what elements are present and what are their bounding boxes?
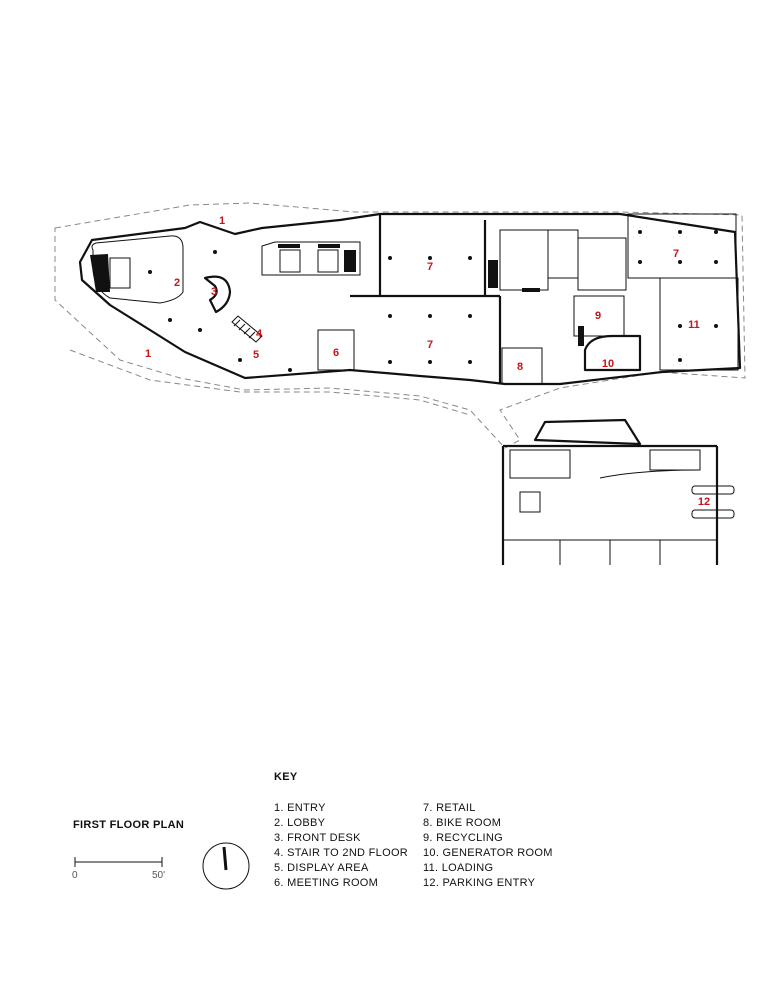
- key-item-lobby: 2. LOBBY: [274, 817, 326, 829]
- key-list-right: [423, 801, 553, 891]
- key-item-meeting-room: 6. MEETING ROOM: [274, 877, 379, 889]
- room-label-retail-3: 7: [672, 248, 680, 260]
- room-label-lobby: 2: [173, 277, 181, 289]
- room-label-entry-south: 1: [144, 348, 152, 360]
- room-label-stair: 4: [255, 328, 263, 340]
- key-item-front-desk: 3. FRONT DESK: [274, 832, 361, 844]
- key-list-left: [274, 801, 408, 891]
- key-item-display-area: 5. DISPLAY AREA: [274, 862, 369, 874]
- lobby-dark-feature: [90, 254, 110, 292]
- key-item-recycling: 9. RECYCLING: [423, 832, 504, 844]
- room-label-recycling: 9: [594, 310, 602, 322]
- key-heading: KEY: [274, 771, 298, 783]
- key-item-bike-room: 8. BIKE ROOM: [423, 817, 502, 829]
- key-item-generator-room: 10. GENERATOR ROOM: [423, 847, 553, 859]
- key-item-stair: 4. STAIR TO 2ND FLOOR: [274, 847, 409, 859]
- room-label-meeting: 6: [332, 347, 340, 359]
- key-item-entry: 1. ENTRY: [274, 802, 326, 814]
- scale-bar-icon: [75, 857, 162, 867]
- lobby-kiosk: [110, 258, 130, 288]
- scale-start-label: 0: [72, 870, 78, 881]
- front-desk: [205, 277, 230, 312]
- scale-end-label: 50': [152, 870, 166, 881]
- room-label-front-desk: 3: [210, 286, 218, 298]
- elevator-core: [262, 242, 360, 275]
- plan-title: FIRST FLOOR PLAN: [73, 819, 185, 831]
- room-label-retail-2: 7: [426, 339, 434, 351]
- entry-walk-boundary: [70, 350, 470, 415]
- service-core: [488, 230, 626, 346]
- room-label-loading: 11: [688, 319, 700, 331]
- room-label-display: 5: [252, 349, 260, 361]
- room-label-generator: 10: [601, 358, 615, 370]
- north-arrow-icon: [203, 843, 249, 889]
- key-item-loading: 11. LOADING: [423, 862, 494, 874]
- key-item-parking-entry: 12. PARKING ENTRY: [423, 877, 536, 889]
- key-item-retail: 7. RETAIL: [423, 802, 476, 814]
- site-boundary: [55, 203, 745, 448]
- room-label-parking: 12: [697, 496, 711, 508]
- parking-level: [503, 420, 734, 565]
- room-label-bike: 8: [516, 361, 524, 373]
- room-label-retail-1: 7: [426, 261, 434, 273]
- room-label-entry-north: 1: [218, 215, 226, 227]
